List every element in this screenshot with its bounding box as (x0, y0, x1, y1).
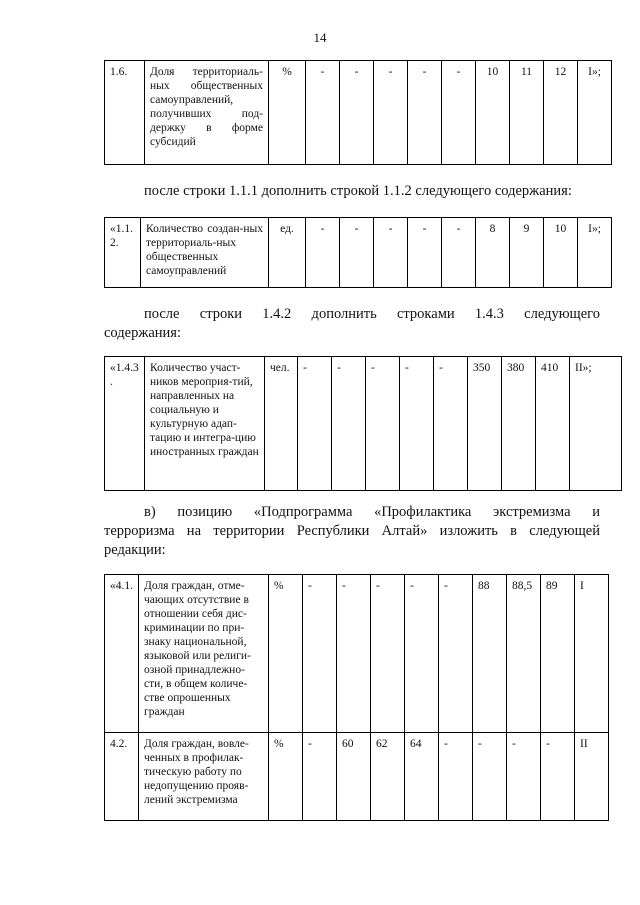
row-value: - (434, 357, 468, 491)
row-value: - (473, 733, 507, 821)
row-value: - (408, 61, 442, 165)
row-value: 8 (476, 218, 510, 288)
row-value: 380 (502, 357, 536, 491)
row-value: - (306, 218, 340, 288)
row-value: I (575, 575, 609, 733)
row-value: 89 (541, 575, 575, 733)
row-value: - (303, 733, 337, 821)
page-number: 14 (313, 30, 327, 45)
paragraph-insert-1-4-3 (104, 305, 600, 343)
row-value: - (439, 575, 473, 733)
row-value: - (408, 218, 442, 288)
row-value: - (303, 575, 337, 733)
table-row-1-1-2 (104, 217, 612, 288)
row-value: 60 (337, 733, 371, 821)
row-value: 62 (371, 733, 405, 821)
paragraph-line: терроризма на территории Республики Алтай» изложить в следующей (104, 523, 600, 539)
row-number: 1.6. (105, 61, 145, 165)
row-description: Доля граждан, вовле-ченных в профилак-тическую работу по недопущению прояв-лений экстремизма (139, 733, 269, 821)
row-description: Доля граждан, отме-чающих отсутствие в отношении себя дис-криминации по при-знаку национальной, языковой или религи-озной принадлежно-сти, в общем количе-стве опрошенных граждан (139, 575, 269, 733)
row-value: - (298, 357, 332, 491)
table-subprogram-indicators (104, 574, 609, 821)
row-value: - (439, 733, 473, 821)
row-unit: % (269, 575, 303, 733)
row-value: - (442, 218, 476, 288)
paragraph-line: после строки 1.4.2 дополнить строками 1.4.3 следующего (144, 306, 600, 322)
row-description: Количество участ-ников мероприя-тий, направленных на социальную и культурную адап-тацию и интегра-цию иностранных граждан (145, 357, 265, 491)
row-value: - (337, 575, 371, 733)
row-value: - (442, 61, 476, 165)
row-value: - (507, 733, 541, 821)
table-row (105, 733, 609, 821)
row-description: Количество создан-ных территориаль-ных общественных самоуправлений (141, 218, 269, 288)
paragraph-insert-1-1-2: после строки 1.1.1 дополнить строкой 1.1.2 следующего содержания: (144, 183, 572, 199)
row-value: - (374, 218, 408, 288)
row-value: - (366, 357, 400, 491)
row-value: 88 (473, 575, 507, 733)
row-unit: % (269, 733, 303, 821)
row-value: - (374, 61, 408, 165)
table-row-1-4-3 (104, 356, 622, 491)
row-number: 4.2. (105, 733, 139, 821)
row-value: 10 (476, 61, 510, 165)
row-value: - (340, 218, 374, 288)
paragraph-line: в) позицию «Подпрограмма «Профилактика экстремизма и (144, 504, 600, 520)
row-number: «1.4.3. (105, 357, 145, 491)
row-unit: % (269, 61, 306, 165)
paragraph-line: содержания: (104, 325, 182, 341)
row-value: - (306, 61, 340, 165)
row-value: 11 (510, 61, 544, 165)
row-value: I»; (578, 218, 612, 288)
row-value: - (405, 575, 439, 733)
row-value: 64 (405, 733, 439, 821)
row-value: 410 (536, 357, 570, 491)
table-row-1-6 (104, 60, 612, 165)
row-value: 350 (468, 357, 502, 491)
paragraph-line: редакции: (104, 542, 166, 558)
row-value: - (400, 357, 434, 491)
row-value: 12 (544, 61, 578, 165)
row-value: - (541, 733, 575, 821)
row-value: II»; (570, 357, 622, 491)
table-row (105, 575, 609, 733)
row-value: - (371, 575, 405, 733)
row-description: Доля территориаль-ных общественных самоуправлений, получивших под-держку в форме субсидий (145, 61, 269, 165)
row-number: «4.1. (105, 575, 139, 733)
row-value: 10 (544, 218, 578, 288)
row-value: I»; (578, 61, 612, 165)
row-unit: ед. (269, 218, 306, 288)
row-value: - (332, 357, 366, 491)
row-value: II (575, 733, 609, 821)
row-unit: чел. (265, 357, 298, 491)
paragraph-subprogram (104, 503, 600, 560)
row-value: 88,5 (507, 575, 541, 733)
row-number: «1.1.2. (105, 218, 141, 288)
row-value: 9 (510, 218, 544, 288)
row-value: - (340, 61, 374, 165)
